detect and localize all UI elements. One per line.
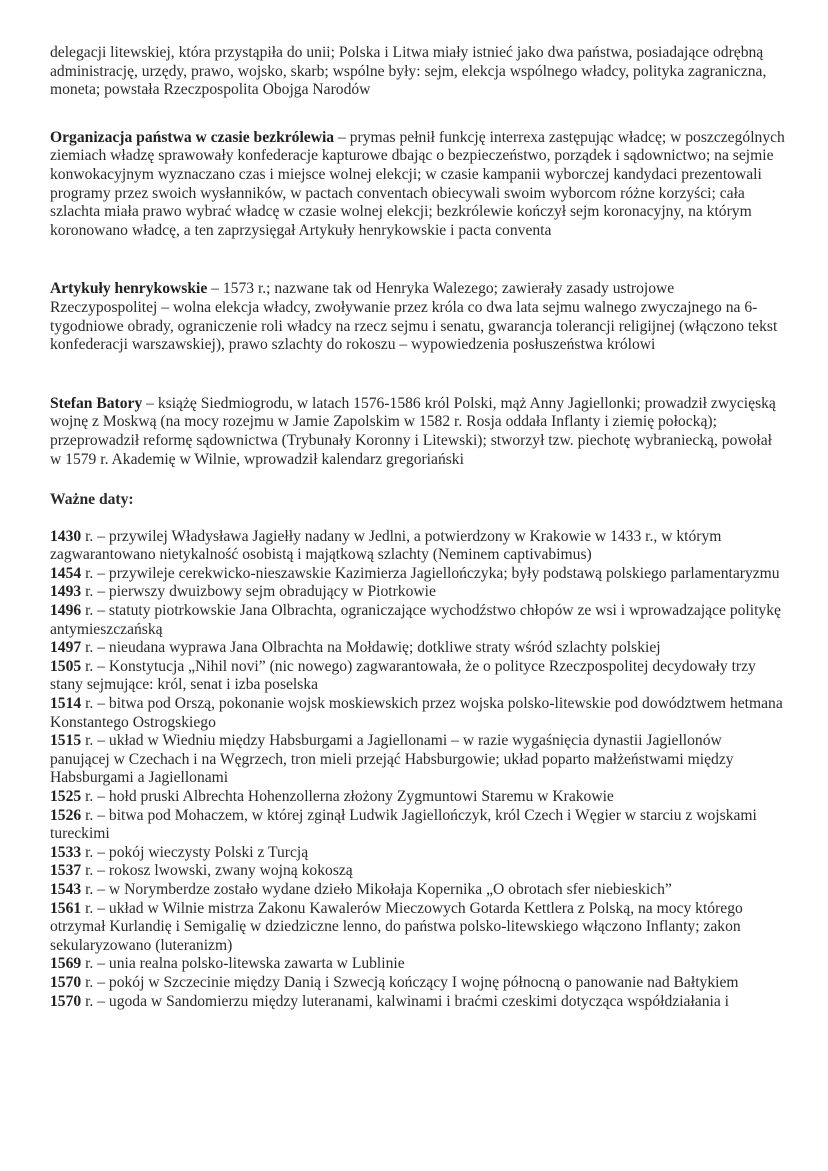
section-text: – prymas pełnił funkcję interrexa zastępując władcę; w poszczególnych ziemiach władzę sprawowały konfederacje kapturowe dbając o bezpieczeństwo, porządek i sądownictwo; na sejmie konwokacyjnym wyznaczano czas i miejsce wolnej elekcji; w czasie kampanii wyborczej kandydaci prezentowali programy przez swoich wysłanników, w pactach conventach obiecywali swoim wyborcom różne korzyści; cała szlachta miała prawo wybrać władcę w czasie wolnej elekcji; bezkrólewie kończył sejm koronacyjny, na którym koronowano władcę, a ten zaprzysięgał Artykuły henrykowskie i pacta conventa [50, 128, 785, 239]
date-entry [50, 788, 785, 807]
dates-list [50, 528, 785, 1011]
dates-heading: Ważne daty: [50, 491, 134, 509]
date-year: 1561 [50, 899, 82, 917]
date-year: 1430 [50, 527, 82, 545]
date-year: 1570 [50, 992, 82, 1010]
date-text: r. – bitwa pod Mohaczem, w której zginął Ludwik Jagiellończyk, król Czech i Węgier w starciu z wojskami tureckimi [50, 806, 757, 843]
date-text: r. – Konstytucja „Nihil novi” (nic nowego) zagwarantowała, że o polityce Rzeczpospolitej decydowały trzy stany sejmujące: król, senat i izba poselska [50, 657, 756, 694]
date-text: r. – przywilej Władysława Jagiełły nadany w Jedlni, a potwierdzony w Krakowie w 1433 r., w którym zagwarantowano nietykalność osobistą i majątkową szlachty (Neminem captivabimus) [50, 527, 722, 564]
date-entry [50, 974, 785, 993]
date-text: r. – statuty piotrkowskie Jana Olbrachta, ograniczające wychodźstwo chłopów ze wsi i wprowadzające politykę antymieszczańską [50, 602, 781, 638]
date-text: r. – w Norymberdze zostało wydane dzieło Mikołaja Kopernika „O obrotach sfer niebieskich” [81, 880, 672, 898]
date-entry [50, 862, 785, 881]
section-stefan-batory [50, 395, 785, 469]
date-entry [50, 993, 785, 1012]
date-text: r. – układ w Wilnie mistrza Zakonu Kawalerów Mieczowych Gotarda Kettlera z Polską, na mocy którego otrzymał Kurlandię i Semigalię w dziedziczne lenno, do państwa polsko-litewskiego włączono Inflanty; zakon sekularyzowano (luteranizm) [50, 899, 743, 954]
date-entry [50, 807, 785, 844]
date-text: r. – ugoda w Sandomierzu między luteranami, kalwinami i braćmi czeskimi dotycząca współdziałania i [81, 992, 729, 1010]
section-term: Stefan Batory [50, 394, 143, 412]
date-entry [50, 602, 785, 639]
date-entry [50, 658, 785, 695]
date-entry [50, 528, 785, 565]
date-text: r. – bitwa pod Orszą, pokonanie wojsk moskiewskich przez wojska polsko-litewskie pod dowództwem hetmana Konstantego Ostrogskiego [50, 695, 783, 731]
date-year: 1543 [50, 880, 82, 898]
date-year: 1533 [50, 843, 82, 861]
date-entry [50, 900, 785, 956]
date-entry [50, 583, 785, 602]
date-entry [50, 732, 785, 788]
intro-paragraph: delegacji litewskiej, która przystąpiła do unii; Polska i Litwa miały istnieć jako dwa państwa, posiadające odrębną administrację, urzędy, prawo, wojsko, skarb; wspólne były: sejm, elekcja wspólnego władcy, polityka zagraniczna, moneta; powstała Rzeczpospolita Obojga Narodów [50, 44, 767, 99]
date-year: 1454 [50, 564, 82, 582]
date-text: r. – przywileje cerekwicko-nieszawskie Kazimierza Jagiellończyka; były podstawą polskiego parlamentaryzmu [81, 564, 780, 582]
section-artykuly-henrykowskie [50, 280, 785, 354]
date-year: 1570 [50, 973, 82, 991]
date-year: 1496 [50, 602, 82, 620]
date-entry [50, 565, 785, 584]
date-text: r. – pokój wieczysty Polski z Turcją [81, 843, 309, 861]
date-text: r. – rokosz lwowski, zwany wojną kokoszą [81, 862, 353, 880]
date-year: 1505 [50, 657, 82, 675]
section-term: Organizacja państwa w czasie bezkrólewia [50, 128, 335, 146]
date-text: r. – pokój w Szczecinie między Danią i Szwecją kończący I wojnę północną o panowanie nad Bałtykiem [81, 973, 739, 991]
date-year: 1493 [50, 583, 82, 601]
document-page [50, 44, 785, 1011]
date-year: 1514 [50, 695, 82, 713]
date-text: r. – pierwszy dwuizbowy sejm obradujący w Piotrkowie [81, 583, 436, 601]
date-year: 1497 [50, 639, 82, 657]
date-entry [50, 695, 785, 732]
date-entry [50, 881, 785, 900]
section-term: Artykuły henrykowskie [50, 280, 208, 298]
date-year: 1537 [50, 862, 82, 880]
date-year: 1569 [50, 955, 82, 973]
date-entry [50, 955, 785, 974]
section-text: – 1573 r.; nazwane tak od Henryka Walezego; zawierały zasady ustrojowe Rzeczypospolitej – wolna elekcja władcy, zwoływanie przez króla co dwa lata sejmu walnego zwyczajnego na 6-tygodniowe obrady, ograniczenie roli władcy na rzecz sejmu i senatu, gwarancja tolerancji religijnej (włączono tekst konfederacji warszawskiej), prawo szlachty do rokoszu – wypowiedzenia posłuszeństwa królowi [50, 280, 778, 354]
date-text: r. – układ w Wiedniu między Habsburgami a Jagiellonami – w razie wygaśnięcia dynastii Jagiellonów panującej w Czechach i na Węgrzech, tron mieli przejąć Habsburgowie; układ poparto małżeństwami między Habsburgami a Jagiellonami [50, 732, 734, 787]
date-entry [50, 639, 785, 658]
date-entry [50, 844, 785, 863]
date-year: 1526 [50, 806, 82, 824]
date-text: r. – unia realna polsko-litewska zawarta w Lublinie [81, 955, 405, 973]
date-text: r. – hołd pruski Albrechta Hohenzollerna złożony Zygmuntowi Staremu w Krakowie [81, 788, 614, 805]
date-year: 1515 [50, 732, 82, 750]
section-text: – książę Siedmiogrodu, w latach 1576-1586 król Polski, mąż Anny Jagiellonki; prowadził zwycięską wojnę z Moskwą (na mocy rozejmu w Jamie Zapolskim w 1582 r. Rosja oddała Inflanty i ziemię połocką); przeprowadził reformę sądownictwa (Trybunały Koronny i Litewski); stworzył tzw. piechotę wybraniecką, powołał w 1579 r. Akademię w Wilnie, wprowadził kalendarz gregoriański [50, 394, 776, 468]
section-bezkrolewie [50, 129, 785, 241]
date-year: 1525 [50, 788, 82, 805]
date-text: r. – nieudana wyprawa Jana Olbrachta na Mołdawię; dotkliwe straty wśród szlachty polskiej [81, 639, 661, 657]
